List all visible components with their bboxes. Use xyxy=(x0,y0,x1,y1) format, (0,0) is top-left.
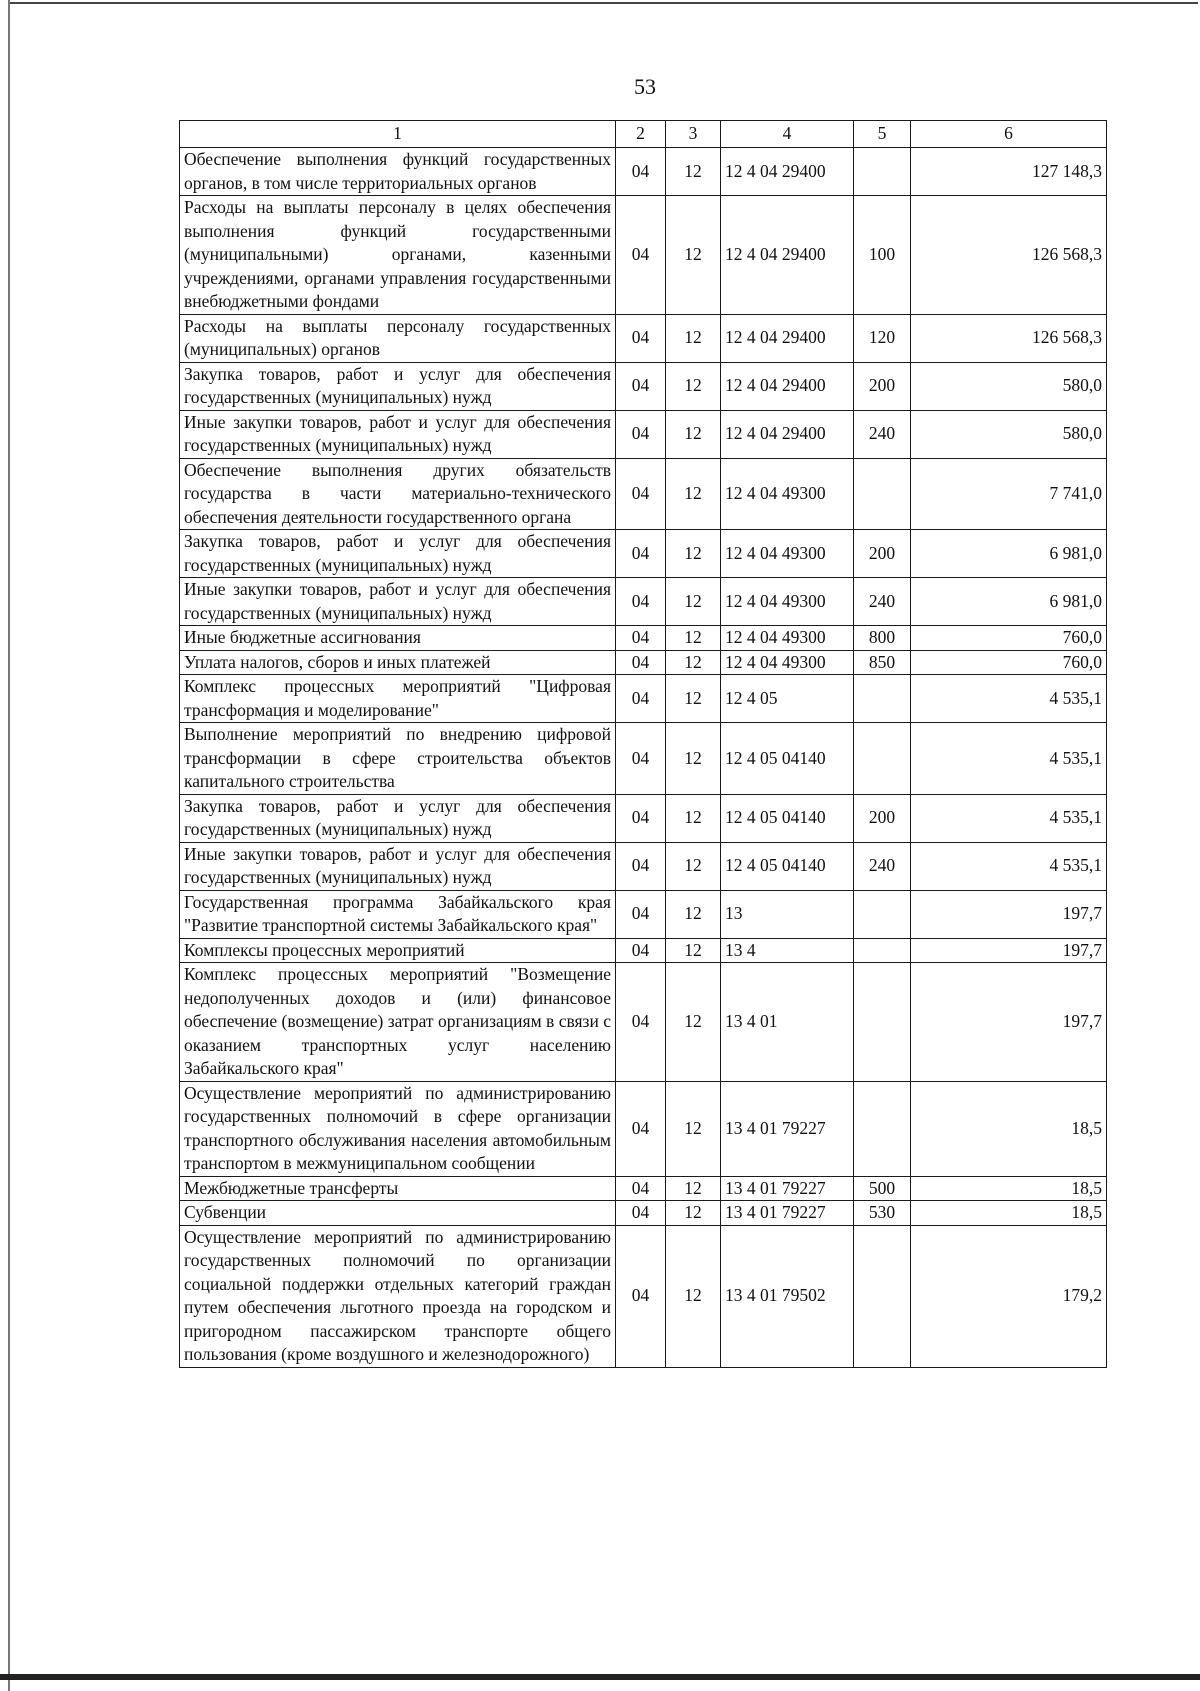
cell-name: Иные закупки товаров, работ и услуг для обеспечения государственных (муниципальных) нужд xyxy=(180,578,616,626)
cell-section: 04 xyxy=(616,794,666,842)
column-header-target-article: 4 xyxy=(721,121,854,148)
table-row xyxy=(180,148,1107,196)
cell-section: 04 xyxy=(616,723,666,795)
table-row xyxy=(180,842,1107,890)
cell-name: Расходы на выплаты персоналу в целях обеспечения выполнения функций государственными (муниципальными) органами, казенными учреждениями, органами управления государственными внебюджетными фондами xyxy=(180,196,616,315)
column-header-expense-type: 5 xyxy=(854,121,911,148)
cell-name: Осуществление мероприятий по администрированию государственных полномочий по организации социальной поддержки отдельных категорий граждан путем обеспечения льготного проезда на городском и пригородном пассажирском транспорте общего пользования (кроме воздушного и железнодорожного) xyxy=(180,1225,616,1367)
table-body xyxy=(180,148,1107,1368)
cell-amount: 4 535,1 xyxy=(911,842,1107,890)
cell-subsection: 12 xyxy=(666,794,721,842)
cell-expense-type xyxy=(854,963,911,1082)
budget-table xyxy=(179,120,1107,1368)
cell-section: 04 xyxy=(616,650,666,675)
cell-expense-type: 500 xyxy=(854,1176,911,1201)
cell-expense-type: 200 xyxy=(854,530,911,578)
cell-expense-type xyxy=(854,675,911,723)
table-row xyxy=(180,1176,1107,1201)
cell-subsection: 12 xyxy=(666,410,721,458)
cell-section: 04 xyxy=(616,963,666,1082)
cell-section: 04 xyxy=(616,458,666,530)
cell-amount: 4 535,1 xyxy=(911,794,1107,842)
cell-name: Закупка товаров, работ и услуг для обеспечения государственных (муниципальных) нужд xyxy=(180,530,616,578)
cell-expense-type xyxy=(854,1081,911,1176)
cell-amount: 18,5 xyxy=(911,1201,1107,1226)
cell-amount: 760,0 xyxy=(911,650,1107,675)
cell-target-article: 12 4 04 49300 xyxy=(721,530,854,578)
table-row xyxy=(180,1081,1107,1176)
table-row xyxy=(180,410,1107,458)
cell-target-article: 12 4 04 29400 xyxy=(721,196,854,315)
table-row xyxy=(180,530,1107,578)
cell-expense-type: 240 xyxy=(854,842,911,890)
cell-target-article: 12 4 04 29400 xyxy=(721,314,854,362)
table-row xyxy=(180,1201,1107,1226)
cell-name: Комплекс процессных мероприятий "Цифровая трансформация и моделирование" xyxy=(180,675,616,723)
cell-target-article: 13 4 01 xyxy=(721,963,854,1082)
cell-subsection: 12 xyxy=(666,1201,721,1226)
table-row xyxy=(180,578,1107,626)
cell-target-article: 12 4 05 04140 xyxy=(721,842,854,890)
cell-amount: 126 568,3 xyxy=(911,196,1107,315)
cell-section: 04 xyxy=(616,314,666,362)
cell-amount: 6 981,0 xyxy=(911,578,1107,626)
column-header-name: 1 xyxy=(180,121,616,148)
cell-name: Закупка товаров, работ и услуг для обеспечения государственных (муниципальных) нужд xyxy=(180,794,616,842)
cell-subsection: 12 xyxy=(666,1225,721,1367)
cell-target-article: 12 4 04 49300 xyxy=(721,626,854,651)
cell-expense-type: 200 xyxy=(854,794,911,842)
cell-amount: 18,5 xyxy=(911,1081,1107,1176)
cell-name: Осуществление мероприятий по администрированию государственных полномочий в сфере организации транспортного обслуживания населения автомобильным транспортом в межмуниципальном сообщении xyxy=(180,1081,616,1176)
cell-expense-type xyxy=(854,723,911,795)
cell-expense-type: 100 xyxy=(854,196,911,315)
cell-amount: 580,0 xyxy=(911,362,1107,410)
page-number: 53 xyxy=(634,74,656,99)
cell-section: 04 xyxy=(616,1081,666,1176)
cell-section: 04 xyxy=(616,842,666,890)
cell-target-article: 13 4 01 79227 xyxy=(721,1081,854,1176)
cell-target-article: 13 4 01 79227 xyxy=(721,1176,854,1201)
cell-name: Расходы на выплаты персоналу государственных (муниципальных) органов xyxy=(180,314,616,362)
cell-subsection: 12 xyxy=(666,148,721,196)
cell-name: Иные закупки товаров, работ и услуг для обеспечения государственных (муниципальных) нужд xyxy=(180,842,616,890)
cell-amount: 197,7 xyxy=(911,963,1107,1082)
cell-target-article: 12 4 05 xyxy=(721,675,854,723)
header-row xyxy=(180,121,1107,148)
cell-expense-type: 240 xyxy=(854,578,911,626)
cell-name: Иные бюджетные ассигнования xyxy=(180,626,616,651)
cell-name: Уплата налогов, сборов и иных платежей xyxy=(180,650,616,675)
cell-amount: 179,2 xyxy=(911,1225,1107,1367)
cell-target-article: 13 xyxy=(721,890,854,938)
cell-subsection: 12 xyxy=(666,1176,721,1201)
cell-amount: 127 148,3 xyxy=(911,148,1107,196)
cell-subsection: 12 xyxy=(666,650,721,675)
table-row xyxy=(180,196,1107,315)
cell-section: 04 xyxy=(616,148,666,196)
cell-target-article: 12 4 04 29400 xyxy=(721,362,854,410)
cell-section: 04 xyxy=(616,578,666,626)
cell-section: 04 xyxy=(616,1201,666,1226)
table-row xyxy=(180,626,1107,651)
cell-name: Межбюджетные трансферты xyxy=(180,1176,616,1201)
cell-section: 04 xyxy=(616,626,666,651)
cell-target-article: 13 4 01 79502 xyxy=(721,1225,854,1367)
cell-expense-type xyxy=(854,938,911,963)
cell-amount: 4 535,1 xyxy=(911,675,1107,723)
cell-section: 04 xyxy=(616,362,666,410)
cell-amount: 197,7 xyxy=(911,938,1107,963)
cell-section: 04 xyxy=(616,1225,666,1367)
table-row xyxy=(180,314,1107,362)
cell-target-article: 12 4 04 29400 xyxy=(721,148,854,196)
cell-expense-type xyxy=(854,1225,911,1367)
scan-edge-bottom xyxy=(0,1674,1200,1680)
cell-section: 04 xyxy=(616,938,666,963)
cell-target-article: 12 4 04 49300 xyxy=(721,650,854,675)
cell-expense-type xyxy=(854,458,911,530)
table-header xyxy=(180,121,1107,148)
cell-amount: 4 535,1 xyxy=(911,723,1107,795)
cell-subsection: 12 xyxy=(666,842,721,890)
cell-subsection: 12 xyxy=(666,938,721,963)
column-header-subsection: 3 xyxy=(666,121,721,148)
cell-amount: 197,7 xyxy=(911,890,1107,938)
cell-amount: 126 568,3 xyxy=(911,314,1107,362)
cell-subsection: 12 xyxy=(666,530,721,578)
cell-section: 04 xyxy=(616,1176,666,1201)
cell-expense-type: 200 xyxy=(854,362,911,410)
cell-expense-type: 530 xyxy=(854,1201,911,1226)
table-row xyxy=(180,362,1107,410)
cell-subsection: 12 xyxy=(666,196,721,315)
table-row xyxy=(180,938,1107,963)
column-header-section: 2 xyxy=(616,121,666,148)
cell-amount: 760,0 xyxy=(911,626,1107,651)
cell-section: 04 xyxy=(616,530,666,578)
table-row xyxy=(180,963,1107,1082)
cell-expense-type xyxy=(854,890,911,938)
cell-amount: 6 981,0 xyxy=(911,530,1107,578)
cell-target-article: 13 4 01 79227 xyxy=(721,1201,854,1226)
cell-target-article: 12 4 04 49300 xyxy=(721,458,854,530)
cell-section: 04 xyxy=(616,675,666,723)
table-row xyxy=(180,794,1107,842)
cell-name: Государственная программа Забайкальского края "Развитие транспортной системы Забайкальского края" xyxy=(180,890,616,938)
cell-name: Обеспечение выполнения других обязательств государства в части материально-технического обеспечения деятельности государственного органа xyxy=(180,458,616,530)
cell-name: Выполнение мероприятий по внедрению цифровой трансформации в сфере строительства объектов капитального строительства xyxy=(180,723,616,795)
scan-edge-top xyxy=(8,2,1198,4)
table-row xyxy=(180,1225,1107,1367)
cell-expense-type: 120 xyxy=(854,314,911,362)
cell-section: 04 xyxy=(616,196,666,315)
cell-amount: 580,0 xyxy=(911,410,1107,458)
cell-subsection: 12 xyxy=(666,1081,721,1176)
cell-subsection: 12 xyxy=(666,890,721,938)
cell-section: 04 xyxy=(616,410,666,458)
cell-target-article: 13 4 xyxy=(721,938,854,963)
cell-expense-type: 800 xyxy=(854,626,911,651)
cell-subsection: 12 xyxy=(666,626,721,651)
table-row xyxy=(180,650,1107,675)
table-row xyxy=(180,890,1107,938)
cell-target-article: 12 4 04 49300 xyxy=(721,578,854,626)
table-row xyxy=(180,723,1107,795)
table-row xyxy=(180,458,1107,530)
column-header-amount: 6 xyxy=(911,121,1107,148)
cell-subsection: 12 xyxy=(666,578,721,626)
scan-edge-left xyxy=(8,0,10,1691)
cell-name: Комплекс процессных мероприятий "Возмещение недополученных доходов и (или) финансовое обеспечение (возмещение) затрат организациям в связи с оказанием транспортных услуг населению Забайкальского края" xyxy=(180,963,616,1082)
cell-expense-type: 240 xyxy=(854,410,911,458)
cell-name: Комплексы процессных мероприятий xyxy=(180,938,616,963)
cell-subsection: 12 xyxy=(666,675,721,723)
cell-subsection: 12 xyxy=(666,314,721,362)
cell-name: Иные закупки товаров, работ и услуг для обеспечения государственных (муниципальных) нужд xyxy=(180,410,616,458)
table-row xyxy=(180,675,1107,723)
cell-expense-type xyxy=(854,148,911,196)
cell-subsection: 12 xyxy=(666,723,721,795)
cell-expense-type: 850 xyxy=(854,650,911,675)
cell-amount: 7 741,0 xyxy=(911,458,1107,530)
cell-subsection: 12 xyxy=(666,458,721,530)
cell-target-article: 12 4 04 29400 xyxy=(721,410,854,458)
cell-name: Закупка товаров, работ и услуг для обеспечения государственных (муниципальных) нужд xyxy=(180,362,616,410)
cell-subsection: 12 xyxy=(666,362,721,410)
cell-amount: 18,5 xyxy=(911,1176,1107,1201)
cell-name: Обеспечение выполнения функций государственных органов, в том числе территориальных органов xyxy=(180,148,616,196)
cell-section: 04 xyxy=(616,890,666,938)
cell-target-article: 12 4 05 04140 xyxy=(721,794,854,842)
cell-name: Субвенции xyxy=(180,1201,616,1226)
cell-subsection: 12 xyxy=(666,963,721,1082)
cell-target-article: 12 4 05 04140 xyxy=(721,723,854,795)
